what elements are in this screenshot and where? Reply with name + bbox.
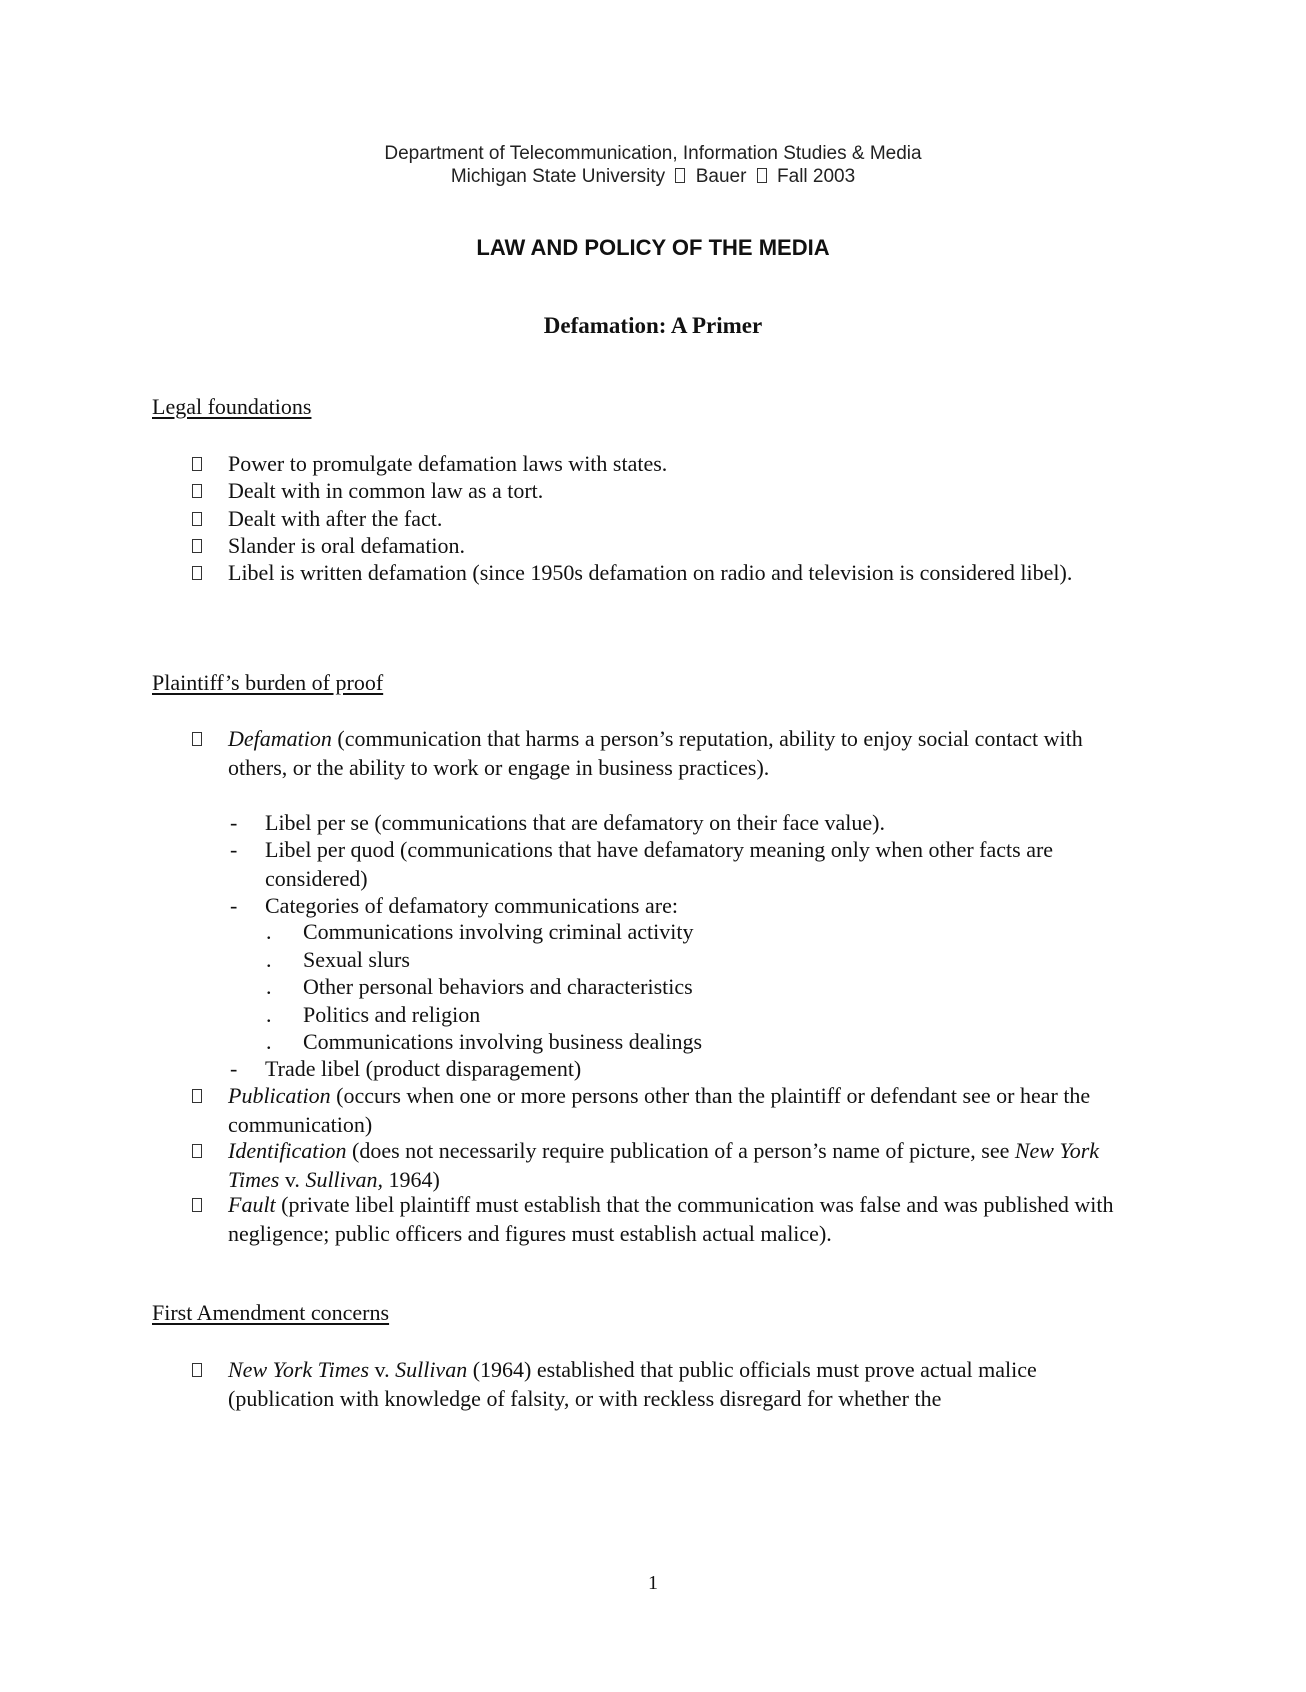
dot-marker: . xyxy=(266,1002,272,1027)
term-publication: Publication xyxy=(228,1083,331,1108)
dash-marker: - xyxy=(230,810,238,835)
section-heading-burden-of-proof: Plaintiff’s burden of proof xyxy=(152,670,384,695)
term-defamation: Defamation xyxy=(228,726,332,751)
term-identification: Identification xyxy=(228,1138,347,1163)
bullet-box-icon xyxy=(192,1363,202,1377)
document-page: Department of Telecommunication, Information Studies & Media Michigan State University Bauer Fall 2003 LAW AND POLICY OF THE MEDIA Defamation: A Primer Legal foundations Power to promulgate defamation laws with states. Dealt with in common law as a tort. Dealt with after the fact. Slander is oral defamation. Libel is written defamation (since 1950s defamation on radio and television is considered libel). Plaintiff’s burden of proof Defamation (communication that harms a person’s reputation, ability to enjoy social contact with others, or the ability to work or engage in business practices). - Libel per se (communications that are defamatory on their face value). - Libel per quod (communications that have defamatory meaning only when other facts are considered) - Categories of defamatory communications are: . Communications involving criminal activity . Sexual slurs . Other personal behaviors and characteristics . Politics and religion . Communications involving business dealings - Trade libel (product disparagement) Publication (occurs when one or more persons other than the plaintiff or defendant see or hear the communication) Identification (does not necessarily require publication of a person’s name of picture, see New York Times v. Sullivan, 1964) Fault (private libel plaintiff must establish that the communication was false and was published with negligence; public officers and figures must establish actual malice). First Amendment concerns New York Times v. Sullivan (1964) established that public officials must prove actual malice (publication with knowledge of falsity, or with reckless disregard for whether the 1 xyxy=(0,0,1306,1692)
bullet-box-icon xyxy=(192,512,202,526)
instructor-name: Bauer xyxy=(695,166,747,187)
term-label: Fall 2003 xyxy=(777,166,856,187)
department-line: Department of Telecommunication, Information Studies & Media xyxy=(384,143,922,164)
document-subtitle: Defamation: A Primer xyxy=(543,313,763,338)
dot-marker: . xyxy=(266,947,272,972)
dot-marker: . xyxy=(266,974,272,999)
section-heading-legal-foundations: Legal foundations xyxy=(152,394,312,419)
bullet-box-icon xyxy=(192,732,202,746)
dash-marker: - xyxy=(230,1056,238,1081)
bullet-box-icon xyxy=(192,1198,202,1212)
document-title: LAW AND POLICY OF THE MEDIA xyxy=(476,235,830,260)
bullet-box-icon xyxy=(192,1089,202,1103)
dot-marker: . xyxy=(266,919,272,944)
university-line xyxy=(0,166,1306,188)
page-number: 1 xyxy=(648,1572,658,1594)
university-name: Michigan State University xyxy=(450,166,666,187)
dash-marker: - xyxy=(230,893,238,918)
bullet-box-icon xyxy=(192,539,202,553)
bullet-box-icon xyxy=(192,1144,202,1158)
bullet-box-icon xyxy=(192,457,202,471)
separator-glyph xyxy=(675,168,685,183)
bullet-box-icon xyxy=(192,566,202,580)
dash-marker: - xyxy=(230,837,238,862)
separator-glyph xyxy=(757,168,767,183)
dot-marker: . xyxy=(266,1029,272,1054)
section-heading-first-amendment: First Amendment concerns xyxy=(152,1300,390,1325)
bullet-box-icon xyxy=(192,484,202,498)
term-fault: Fault xyxy=(228,1192,276,1217)
